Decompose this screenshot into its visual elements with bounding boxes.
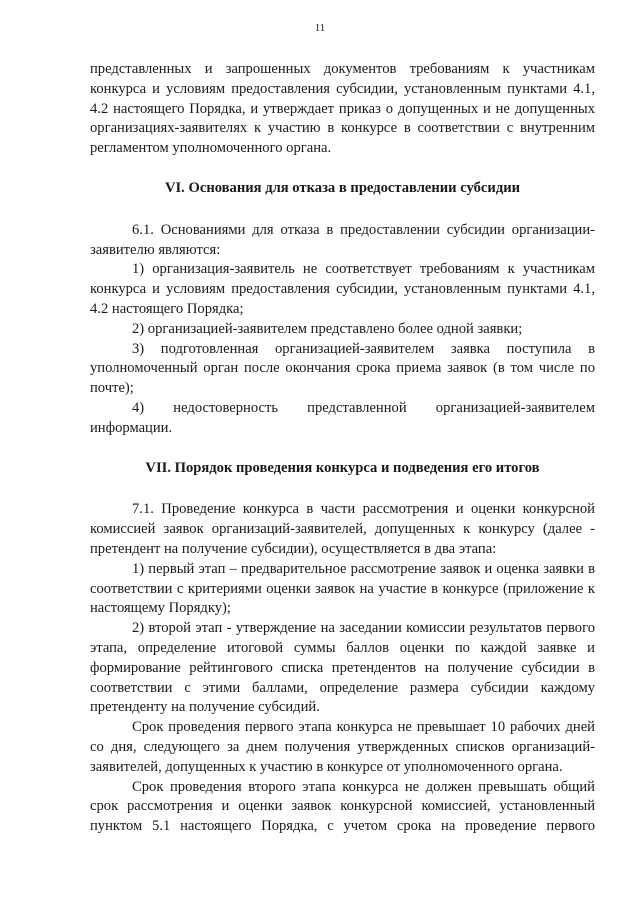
section-6-heading: VI. Основания для отказа в предоставлении субсидии <box>164 179 521 196</box>
document-body <box>90 60 595 837</box>
section-6-paragraph-1: 6.1. Основаниями для отказа в предоставлении субсидии организации-заявителю являются: <box>90 221 595 258</box>
intro-paragraph: представленных и запрошенных документов требованиям к участникам конкурса и условиям предоставления субсидии, установленным пунктами 4.1, 4.2 настоящего Порядка, и утверждает приказ о допущенных и не допущенных организациях-заявителях к участию в конкурсе в соответствии с внутренним регламентом уполномоченного органа. <box>90 61 595 157</box>
section-7-heading: VII. Порядок проведения конкурса и подведения его итогов <box>145 459 540 476</box>
section-7-paragraph-3: 2) второй этап - утверждение на заседании комиссии результатов первого этапа, определение итоговой суммы баллов оценки по каждой заявке и формирование рейтингового списка претендентов на получение субсидии в соответствии с этими баллами, определение размера субсидии каждому претенденту на получение субсидий. <box>90 620 595 716</box>
section-6-paragraph-4: 3) подготовленная организацией-заявителем заявка поступила в уполномоченный орган после окончания срока приема заявок (в том числе по почте); <box>90 340 595 397</box>
section-7-paragraph-1: 7.1. Проведение конкурса в части рассмотрения и оценки конкурсной комиссией заявок организаций-заявителей, допущенных к конкурсу (далее - претендент на получение субсидии), осуществляется в два этапа: <box>90 501 595 557</box>
section-6-paragraph-3: 2) организацией-заявителем представлено более одной заявки; <box>132 320 523 337</box>
page-number: 11 <box>314 22 326 34</box>
section-7-paragraph-4: Срок проведения первого этапа конкурса не превышает 10 рабочих дней со дня, следующего за днем получения утвержденных списков организаций-заявителей, допущенных к участию в конкурсе от уполномоченного органа. <box>90 719 595 775</box>
section-6-paragraph-5: 4) недостоверность представленной организацией-заявителем информации. <box>90 399 595 436</box>
section-7-paragraph-2: 1) первый этап – предварительное рассмотрение заявок и оценка заявки в соответствии с критериями оценки заявок на участие в конкурсе (приложение к настоящему Порядку); <box>90 560 595 617</box>
section-7-paragraph-5: Срок проведения второго этапа конкурса не должен превышать общий срок рассмотрения и оценки заявок конкурсной комиссией, установленный пунктом 5.1 настоящего Порядка, с учетом срока на проведение первого <box>90 778 595 835</box>
section-6-paragraph-2: 1) организация-заявитель не соответствует требованиям к участникам конкурса и условиям предоставления субсидии, установленным пунктами 4.1, 4.2 настоящего Порядка; <box>90 261 595 317</box>
